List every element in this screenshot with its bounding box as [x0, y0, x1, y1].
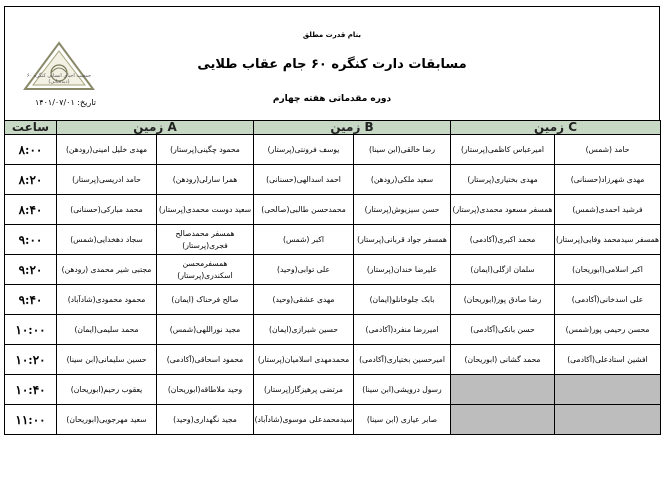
schedule-table [4, 120, 661, 435]
player-cell: حامد (شمس) [555, 135, 661, 165]
player-cell: امیرعباس کاظمی(پرستار) [451, 135, 555, 165]
player-cell: سجاد دهخدایی(شمس) [57, 225, 157, 255]
table-row [5, 315, 661, 345]
player-cell: علی اسدخانی(آکادمی) [555, 285, 661, 315]
document-subtitle: دوره مقدماتی هفته چهارم [272, 94, 392, 104]
schedule-sheet [4, 6, 660, 435]
column-header-time: ساعت [5, 121, 57, 135]
player-cell: محمدحسن طالبی(صالحی) [254, 195, 354, 225]
table-row [5, 165, 661, 195]
player-cell: سعید دوست محمدی(پرستار) [157, 195, 254, 225]
document-date: تاریخ: ۱۴۰۱/۰۷/۰۱ [35, 98, 96, 107]
player-cell: مهدی بختیاری(پرستار) [451, 165, 555, 195]
player-cell: رسول درویشی(ابن سینا) [354, 375, 451, 405]
document-header [4, 6, 660, 120]
empty-cell [555, 375, 661, 405]
player-cell: مجید نگهداری(وحید) [157, 405, 254, 435]
time-cell: ۹:۴۰ [5, 285, 57, 315]
time-cell: ۹:۲۰ [5, 255, 57, 285]
player-cell: همسفرمحسن اسکندری(پرستار) [157, 255, 254, 285]
player-cell: محمود محمودی(شادآباد) [57, 285, 157, 315]
column-header-zone-a: زمین A [57, 121, 254, 135]
player-cell: حسن بانکی(آکادمی) [451, 315, 555, 345]
player-cell: محمود اسحاقی(آکادمی) [157, 345, 254, 375]
table-row [5, 255, 661, 285]
table-row [5, 285, 661, 315]
logo-caption: جمعیت احیای انسانی کنگره ۶۰ (دیده‌بانی) [26, 73, 92, 85]
time-cell: ۱۱:۰۰ [5, 405, 57, 435]
time-cell: ۱۰:۴۰ [5, 375, 57, 405]
player-cell: امیررضا منفرد(آکادمی) [354, 315, 451, 345]
player-cell: محمود چگینی(پرستار) [157, 135, 254, 165]
player-cell: همسفر جواد قربانی(پرستار) [354, 225, 451, 255]
player-cell: محمد مبارکی(حسنانی) [57, 195, 157, 225]
player-cell: سیدمحمدعلی موسوی(شادآباد) [254, 405, 354, 435]
table-row [5, 195, 661, 225]
player-cell: وحید ملاطاقه(ابوریحان) [157, 375, 254, 405]
player-cell: علیرضا خندان(پرستار) [354, 255, 451, 285]
player-cell: محسن رحیمی پور(شمس) [555, 315, 661, 345]
column-header-zone-c: زمین C [451, 121, 661, 135]
player-cell: احمد اسدالهی(حسنانی) [254, 165, 354, 195]
player-cell: مجید نوراللهی(شمس) [157, 315, 254, 345]
table-row [5, 405, 661, 435]
player-cell: بابک جلوخانلو(ایمان) [354, 285, 451, 315]
table-row [5, 225, 661, 255]
player-cell: صالح فرحناک (ایمان) [157, 285, 254, 315]
empty-cell [555, 405, 661, 435]
time-cell: ۹:۰۰ [5, 225, 57, 255]
time-cell: ۸:۲۰ [5, 165, 57, 195]
invocation-line: بنام قدرت مطلق [302, 31, 362, 39]
player-cell: همسفر سیدمحمد وفایی(پرستار) [555, 225, 661, 255]
player-cell: مهدی خلیل امینی(رودهن) [57, 135, 157, 165]
player-cell: صابر عیاری (ابن سینا) [354, 405, 451, 435]
player-cell: حامد ادریسی(پرستار) [57, 165, 157, 195]
table-header-row [5, 121, 661, 135]
player-cell: مهدی شهرزاد(حسنانی) [555, 165, 661, 195]
player-cell: همسفر محمدصالح فجری(پرستار) [157, 225, 254, 255]
player-cell: مهدی عشقی(وحید) [254, 285, 354, 315]
player-cell: محمد اکبری(آکادمی) [451, 225, 555, 255]
player-cell: رضا خالقی(ابن سینا) [354, 135, 451, 165]
player-cell: یوسف فرونتی(پرستار) [254, 135, 354, 165]
time-cell: ۱۰:۰۰ [5, 315, 57, 345]
player-cell: حسین شیرازی(ایمان) [254, 315, 354, 345]
player-cell: یعقوب رحیم(ابوریحان) [57, 375, 157, 405]
player-cell: همرا سارلی(رودهن) [157, 165, 254, 195]
player-cell: علی توابی(وحید) [254, 255, 354, 285]
time-cell: ۸:۰۰ [5, 135, 57, 165]
player-cell: فرشید احمدی(شمس) [555, 195, 661, 225]
time-cell: ۸:۴۰ [5, 195, 57, 225]
player-cell: حسن سیزیوش(پرستار) [354, 195, 451, 225]
player-cell: حسین سلیمانی(ابن سینا) [57, 345, 157, 375]
column-header-zone-b: زمین B [254, 121, 451, 135]
table-row [5, 375, 661, 405]
player-cell: امیرحسین بختیاری(آکادمی) [354, 345, 451, 375]
time-cell: ۱۰:۲۰ [5, 345, 57, 375]
player-cell: مرتضی پرهیزگار(پرستار) [254, 375, 354, 405]
player-cell: اکبر (شمس) [254, 225, 354, 255]
document-title: مسابقات دارت کنگره ۶۰ جام عقاب طلایی [197, 57, 467, 72]
player-cell: رضا صادق پور(ابوریحان) [451, 285, 555, 315]
player-cell: محمد گشانی (ابوریحان) [451, 345, 555, 375]
player-cell: محمدمهدی اسلامیان(پرستار) [254, 345, 354, 375]
player-cell: افشین استادعلی(آکادمی) [555, 345, 661, 375]
player-cell: سعید ملکی(رودهن) [354, 165, 451, 195]
empty-cell [451, 405, 555, 435]
player-cell: سلمان ازگلی(ایمان) [451, 255, 555, 285]
table-row [5, 135, 661, 165]
player-cell: همسفر مسعود محمدی(پرستار) [451, 195, 555, 225]
empty-cell [451, 375, 555, 405]
table-row [5, 345, 661, 375]
player-cell: اکبر اسلامی(ابوریحان) [555, 255, 661, 285]
player-cell: سعید مهرجویی(ابوریحان) [57, 405, 157, 435]
player-cell: محمد سلیمی(ایمان) [57, 315, 157, 345]
player-cell: مجتبی شیر محمدی (رودهن) [57, 255, 157, 285]
